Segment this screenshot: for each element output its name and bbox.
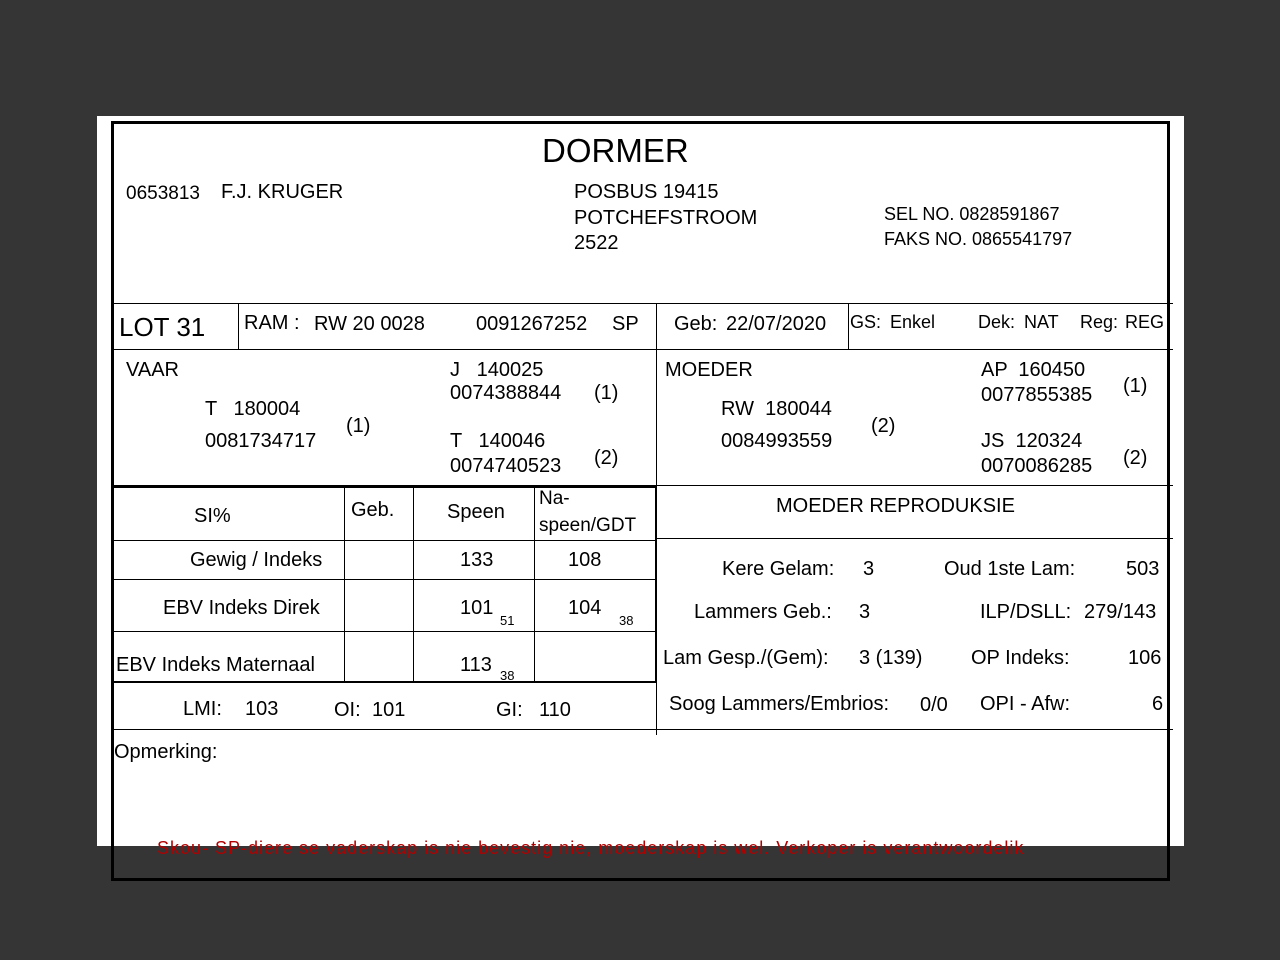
- divider: [657, 538, 1173, 539]
- sire-number: (1): [346, 415, 371, 437]
- lmi-label: LMI:: [183, 698, 222, 720]
- ram-label: RAM :: [244, 312, 300, 334]
- divider: [848, 303, 849, 349]
- oud-label: Oud 1ste Lam:: [944, 558, 1076, 580]
- divider: [114, 729, 1173, 730]
- dam-repro-title: MOEDER REPRODUKSIE: [776, 495, 1015, 517]
- dek-label: Dek:: [978, 312, 1016, 332]
- naspeen-accuracy: 38: [619, 613, 634, 628]
- gi-label: GI:: [496, 699, 523, 721]
- divider: [413, 486, 414, 682]
- row-label: EBV Indeks Direk: [163, 597, 320, 619]
- divider: [114, 681, 657, 683]
- row-label: EBV Indeks Maternaal: [116, 654, 315, 676]
- row-label: Gewig / Indeks: [190, 549, 323, 571]
- soog-label: Soog Lammers/Embrios:: [669, 693, 890, 715]
- naspeen-value: 104: [568, 597, 602, 619]
- speen-value: 113: [460, 654, 492, 676]
- footer-note: [157, 838, 1137, 858]
- col-geb: Geb.: [351, 499, 395, 521]
- sire-sire-number: (1): [594, 382, 619, 404]
- fax-number: FAKS NO. 0865541797: [884, 229, 1073, 249]
- dam-dam-number: (2): [1123, 447, 1148, 469]
- lmi-value: 103: [245, 698, 279, 720]
- dam-sire-registration: 0077855385: [981, 384, 1093, 406]
- gi-value: 110: [539, 699, 571, 721]
- footer-note-text: Skou- SP-diere se vaderskap is nie bevestig nie, moederskap is wel. Verkoper is verantwoordelik: [157, 838, 1025, 858]
- owner-name: F.J. KRUGER: [221, 181, 344, 203]
- speen-accuracy: 51: [500, 613, 515, 628]
- address-line1: POSBUS 19415: [574, 181, 719, 203]
- ram-code: SP: [612, 313, 639, 335]
- divider: [655, 486, 657, 682]
- soog-value: 0/0: [920, 694, 948, 716]
- speen-value: 133: [460, 549, 494, 571]
- opi-value: 6: [1152, 693, 1164, 715]
- dam-number: (2): [871, 415, 896, 437]
- divider: [114, 486, 657, 488]
- divider: [114, 579, 657, 580]
- col-si: SI%: [194, 505, 231, 527]
- sire-dam-registration: 0074740523: [450, 455, 562, 477]
- speen-accuracy: 38: [500, 668, 515, 683]
- col-speen: Speen: [447, 501, 505, 523]
- lammers-label: Lammers Geb.:: [694, 601, 832, 623]
- dam-registration: 0084993559: [721, 430, 833, 452]
- sire-id: T 180004: [205, 398, 301, 420]
- dam-dam-id: JS 120324: [981, 430, 1083, 452]
- lot-number: LOT 31: [119, 312, 206, 342]
- birth-label: Geb:: [674, 313, 718, 335]
- divider: [114, 631, 657, 632]
- oi-label: OI:: [334, 699, 361, 721]
- dam-id: RW 180044: [721, 398, 832, 420]
- col-naspeen: speen/GDT: [539, 515, 637, 536]
- ilp-label: ILP/DSLL:: [980, 601, 1072, 623]
- gesp-value: 3 (139): [859, 647, 923, 669]
- dam-label: MOEDER: [665, 359, 753, 381]
- address-line2: POTCHEFSTROOM: [574, 207, 758, 229]
- sire-dam-number: (2): [594, 447, 619, 469]
- lammers-value: 3: [859, 601, 871, 623]
- dam-dam-registration: 0070086285: [981, 455, 1093, 477]
- dam-sire-id: AP 160450: [981, 359, 1086, 381]
- naspeen-value: 108: [568, 549, 602, 571]
- divider: [238, 303, 239, 349]
- divider: [114, 303, 1173, 304]
- divider: [344, 486, 345, 682]
- sire-sire-id: J 140025: [450, 359, 544, 381]
- sire-sire-registration: 0074388844: [450, 382, 562, 404]
- sire-registration: 0081734717: [205, 430, 317, 452]
- ram-registration: 0091267252: [476, 313, 588, 335]
- owner-code: 0653813: [126, 183, 200, 204]
- col-naspeen: Na-: [539, 488, 570, 509]
- op-value: 106: [1128, 647, 1162, 669]
- divider: [114, 540, 657, 541]
- remarks-label: Opmerking:: [114, 741, 218, 763]
- lot-sheet: [97, 116, 1184, 858]
- opi-label: OPI - Afw:: [980, 693, 1071, 715]
- breed-title: DORMER: [542, 132, 689, 169]
- birth-date: 22/07/2020: [726, 313, 827, 335]
- divider: [534, 486, 535, 682]
- address-line3: 2522: [574, 232, 619, 254]
- kere-value: 3: [863, 558, 875, 580]
- reg-value: REG: [1125, 312, 1165, 332]
- lot-card: [111, 121, 1170, 881]
- ram-id: RW 20 0028: [314, 313, 425, 335]
- dek-value: NAT: [1024, 312, 1059, 332]
- cell-number: SEL NO. 0828591867: [884, 204, 1060, 224]
- oud-value: 503: [1126, 558, 1160, 580]
- oi-value: 101: [372, 699, 406, 721]
- dam-sire-number: (1): [1123, 375, 1148, 397]
- speen-value: 101: [460, 597, 494, 619]
- sire-dam-id: T 140046: [450, 430, 546, 452]
- reg-label: Reg:: [1080, 312, 1119, 332]
- kere-label: Kere Gelam:: [722, 558, 835, 580]
- ilp-value: 279/143: [1084, 601, 1157, 623]
- divider: [114, 349, 1173, 350]
- sire-label: VAAR: [126, 359, 179, 381]
- op-label: OP Indeks:: [971, 647, 1070, 669]
- gs-value: Enkel: [890, 312, 936, 332]
- gesp-label: Lam Gesp./(Gem):: [663, 647, 829, 669]
- gs-label: GS:: [850, 312, 882, 332]
